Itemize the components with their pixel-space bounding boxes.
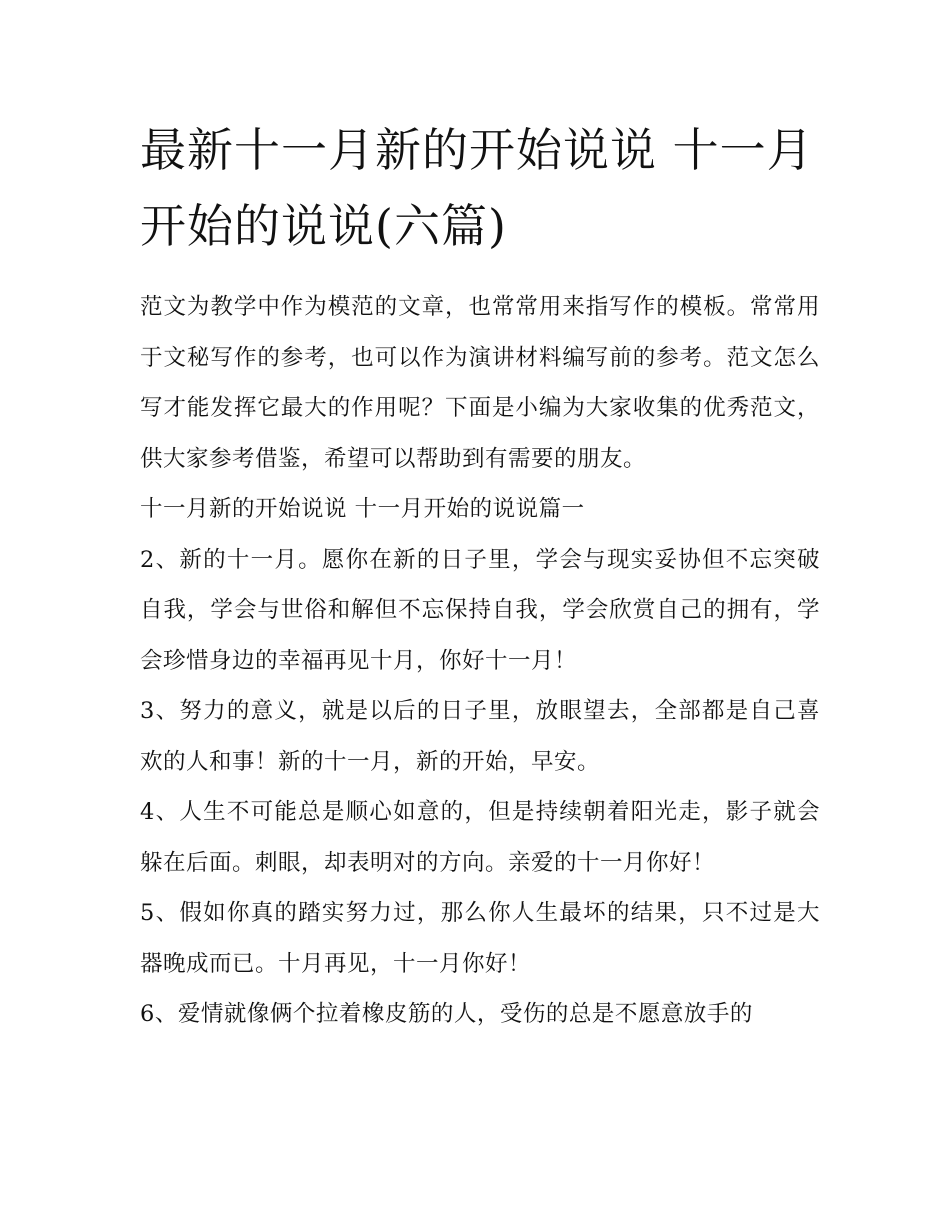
list-item: 6、爱情就像俩个拉着橡皮筋的人，受伤的总是不愿意放手的	[140, 1001, 753, 1027]
list-item: 3、努力的意义，就是以后的日子里，放眼望去，全部都是自己喜欢的人和事！新的十一月，新的开始，早安。	[140, 698, 820, 775]
list-item: 2、新的十一月。愿你在新的日子里，学会与现实妥协但不忘突破自我，学会与世俗和解但不忘保持自我，学会欣赏自己的拥有，学会珍惜身边的幸福再见十月，你好十一月！	[140, 546, 820, 674]
document-content	[140, 112, 820, 1040]
list-item: 5、假如你真的踏实努力过，那么你人生最坏的结果，只不过是大器晚成而已。十月再见，十一月你好！	[140, 900, 820, 977]
section-heading: 十一月新的开始说说 十一月开始的说说篇一	[140, 496, 585, 522]
document-title: 最新十一月新的开始说说 十一月开始的说说(六篇)	[140, 123, 814, 253]
list-item: 4、人生不可能总是顺心如意的，但是持续朝着阳光走，影子就会躲在后面。刺眼，却表明对的方向。亲爱的十一月你好！	[140, 799, 820, 876]
intro-paragraph: 范文为教学中作为模范的文章，也常常用来指写作的模板。常常用于文秘写作的参考，也可以作为演讲材料编写前的参考。范文怎么写才能发挥它最大的作用呢？下面是小编为大家收集的优秀范文，供大家参考借鉴，希望可以帮助到有需要的朋友。	[140, 294, 820, 472]
